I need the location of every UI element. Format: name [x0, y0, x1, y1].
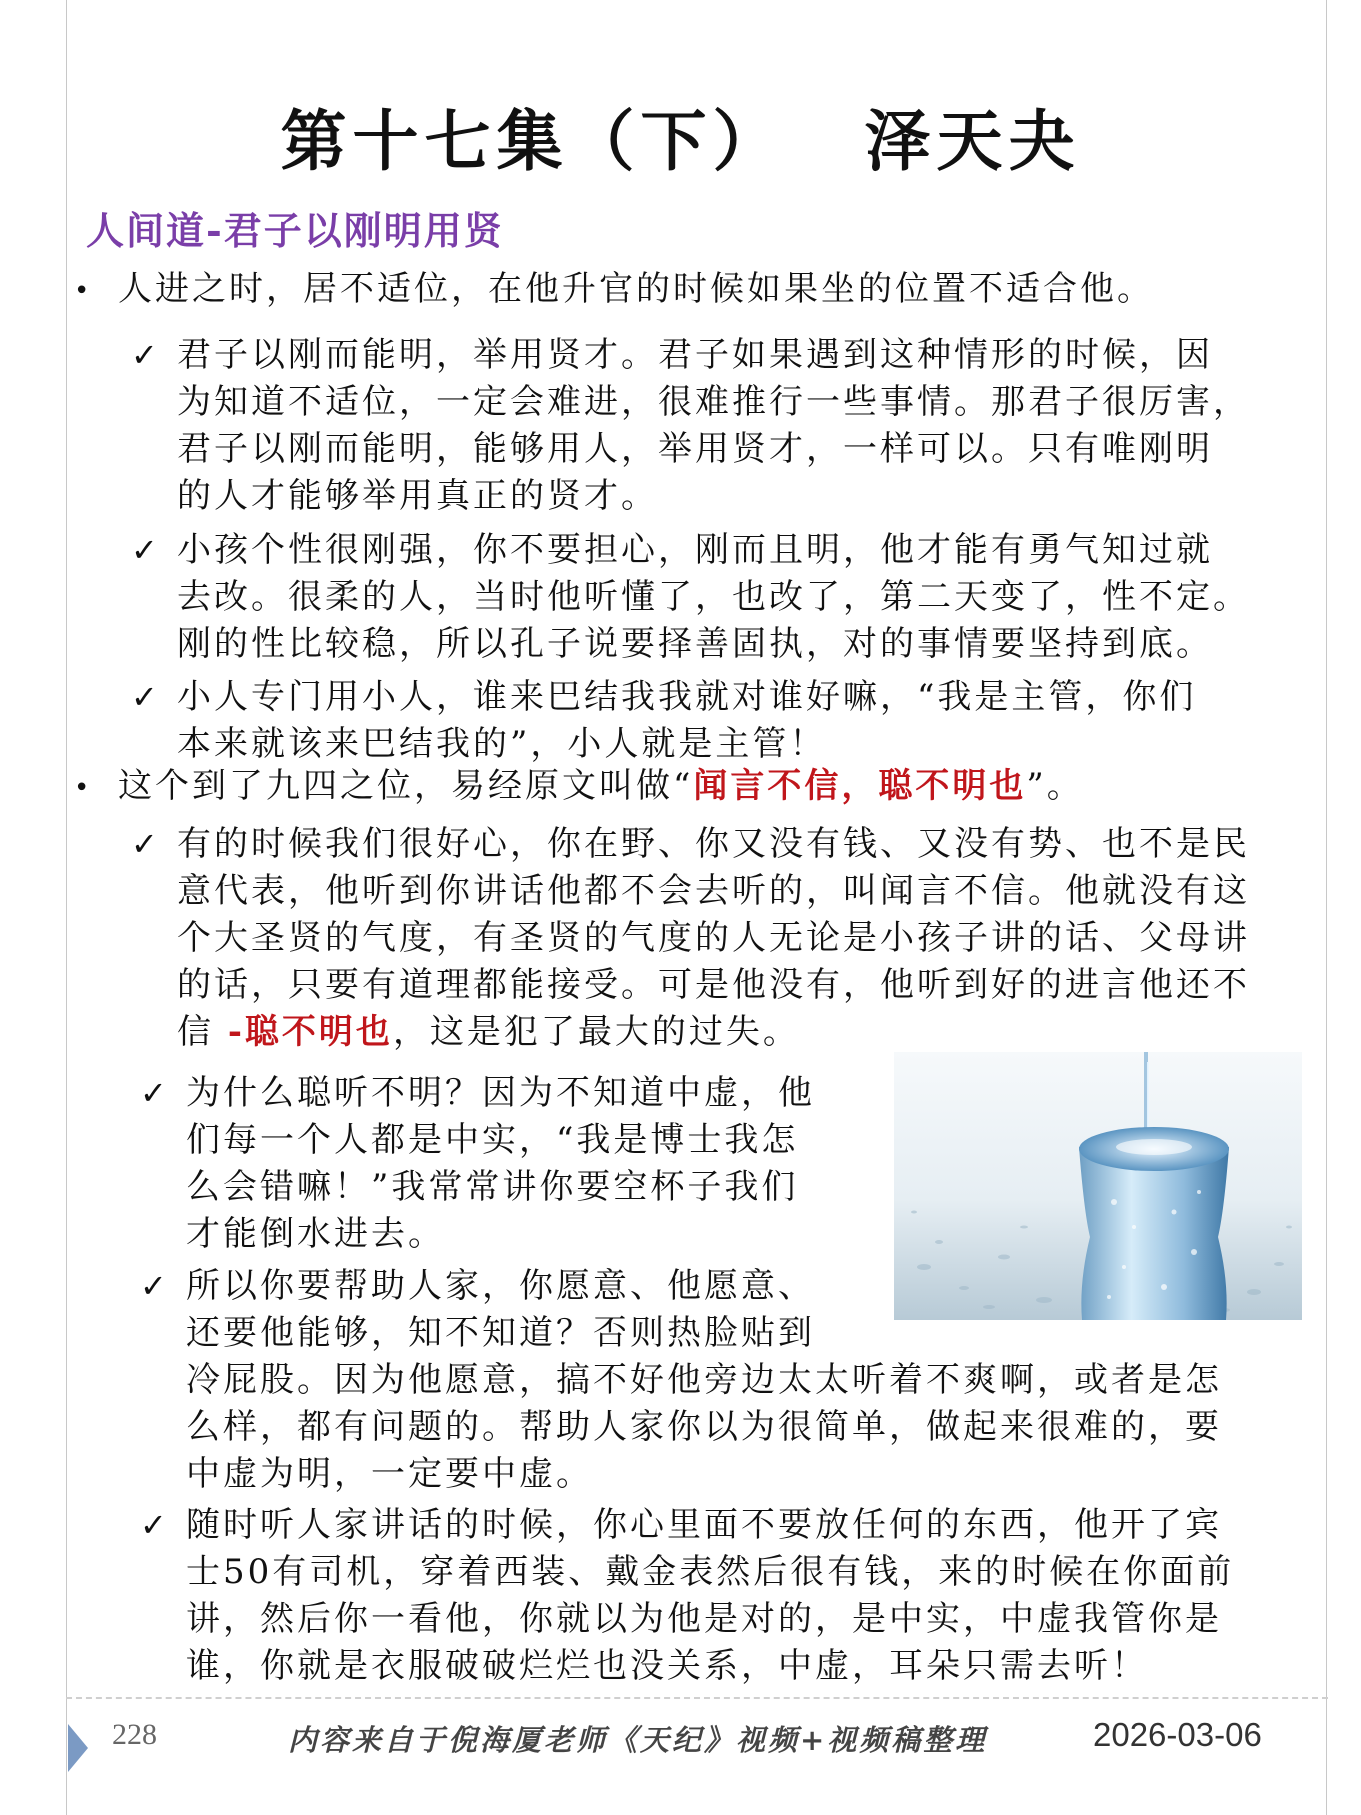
highlight-text: -聪不明也: [227, 1012, 393, 1052]
checkmark-icon: ✓: [131, 531, 161, 569]
check-item: ✓ 君子以刚而能明，举用贤才。君子如果遇到这种情形的时候，因 为知道不适位，一定会难进，很难推行一些事情。那君子很厉害， 君子以刚而能明，能够用人，举用贤才，一样可以。只有唯刚明 的人才能够举用真正的贤才。: [177, 332, 1250, 520]
checkmark-icon: ✓: [140, 1506, 170, 1544]
page-border: [66, 0, 67, 1815]
check-item: ✓ 小孩个性很刚强，你不要担心，刚而且明，他才能有勇气知过就 去改。很柔的人，当时他听懂了，也改了，第二天变了，性不定。 刚的性比较稳，所以孔子说要择善固执，对的事情要坚持到底。: [177, 527, 1250, 668]
checkmark-icon: ✓: [140, 1267, 170, 1305]
footer-source-note: 内容来自于倪海厦老师《天纪》视频+视频稿整理: [288, 1723, 988, 1757]
check-item: ✓ 有的时候我们很好心，你在野、你又没有钱、又没有势、也不是民 意代表，他听到你讲话他都不会去听的，叫闻言不信。他就没有这 个大圣贤的气度，有圣贤的气度的人无论是小孩子讲的话、父母讲 的话，只要有道理都能接受。可是他没有，他听到好的进言他还不 信 -聪不明也，这是犯了最大的过失。: [177, 821, 1250, 1056]
check-item: ✓ 所以你要帮助人家，你愿意、他愿意、 还要他能够，知不知道？否则热脸贴到 冷屁股。因为他愿意，搞不好他旁边太太听着不爽啊，或者是怎 么样，都有问题的。帮助人家你以为很简单，做起来很难的，要 中虚为明，一定要中虚。: [186, 1263, 1222, 1498]
page-title: 第十七集（下） 泽天夬: [280, 103, 1081, 180]
page-number: 228: [112, 1718, 157, 1751]
bullet-item: • 人进之时，居不适位，在他升官的时候如果坐的位置不适合他。: [74, 266, 1154, 315]
footer-date: 2026-03-06: [1093, 1716, 1262, 1753]
checkmark-icon: ✓: [131, 678, 161, 716]
bullet-icon: •: [74, 275, 93, 306]
check-item: ✓ 小人专门用小人，谁来巴结我我就对谁好嘛，“我是主管，你们 本来就该来巴结我的”，小人就是主管！: [177, 674, 1196, 768]
highlight-text: 闻言不信，聪不明也: [693, 766, 1027, 806]
check-item: ✓ 为什么聪听不明？因为不知道中虚，他 们每一个人都是中实，“我是博士我怎 么会错嘛！”我常常讲你要空杯子我们 才能倒水进去。: [186, 1070, 815, 1258]
section-subtitle: 人间道-君子以刚明用贤: [86, 208, 504, 253]
play-arrow-icon: [68, 1724, 88, 1772]
check-item: ✓ 随时听人家讲话的时候，你心里面不要放任何的东西，他开了宾 士50有司机，穿着西装、戴金表然后很有钱，来的时候在你面前 讲，然后你一看他，你就以为他是对的，是中实，中虚我管你是 谁，你就是衣服破破烂烂也没关系，中虚，耳朵只需去听！: [186, 1502, 1234, 1690]
bullet-icon: •: [74, 772, 93, 803]
bullet-item: • 这个到了九四之位，易经原文叫做“闻言不信，聪不明也”。: [74, 763, 1084, 812]
page-border: [1326, 0, 1327, 1815]
checkmark-icon: ✓: [131, 336, 161, 374]
checkmark-icon: ✓: [140, 1074, 170, 1112]
footer-divider: [66, 1697, 1328, 1699]
checkmark-icon: ✓: [131, 825, 161, 863]
water-glass-image: [894, 1052, 1302, 1320]
